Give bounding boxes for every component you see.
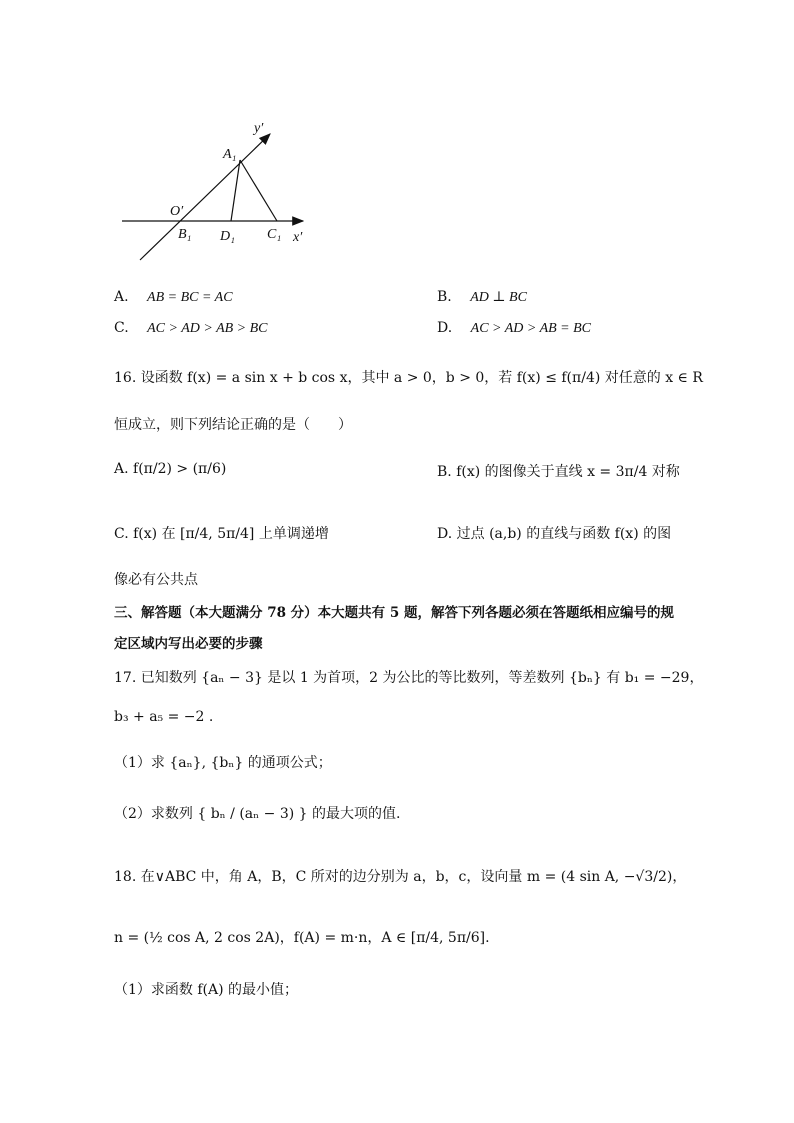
q16-stem-line2: 恒成立，则下列结论正确的是（ ） — [114, 417, 352, 433]
q17-stem-line2: b₃ + a₅ = −2 . — [114, 709, 214, 725]
q16-option-c[interactable]: C. f(x) 在 [π/4, 5π/4] 上单调递增 — [114, 526, 329, 542]
option-text: AC > AD > AB > BC — [147, 321, 268, 336]
q18-stem-line2: n = (½ cos A, 2 cos 2A)，f(A) = m·n，A ∈ [π/4, 5π/6]. — [114, 930, 490, 946]
q16-option-b[interactable]: B. f(x) 的图像关于直线 x = 3π/4 对称 — [437, 464, 680, 480]
q17-part2: （2）求数列 { bₙ / (aₙ − 3) } 的最大项的值. — [114, 806, 401, 822]
oblique-axes-figure — [110, 110, 330, 270]
section-3-heading-line2: 定区域内写出必要的步骤 — [114, 636, 263, 652]
q15-option-a[interactable] — [114, 289, 233, 306]
q16-option-d-cont: 像必有公共点 — [114, 572, 198, 588]
q15-option-d[interactable] — [437, 320, 591, 337]
option-text: AC > AD > AB = BC — [470, 321, 592, 336]
option-text: AB = BC = AC — [147, 290, 233, 305]
q15-option-c[interactable] — [114, 320, 268, 337]
q17-part1: （1）求 {aₙ}, {bₙ} 的通项公式； — [114, 755, 332, 771]
label-b1: B₁ — [178, 227, 192, 242]
option-letter: C. — [114, 320, 129, 336]
section-3-heading-line1: 三、解答题（本大题满分 78 分）本大题共有 5 题，解答下列各题必须在答题纸相应编号的规 — [114, 605, 674, 621]
q18-stem-line1: 18. 在∨ABC 中，角 A，B，C 所对的边分别为 a，b，c，设向量 m = (4 sin A, −√3/2)， — [114, 869, 687, 885]
segment-a1-c1 — [240, 160, 277, 221]
label-a1: A₁ — [223, 147, 237, 162]
q15-option-b[interactable] — [437, 289, 527, 306]
q17-stem-line1: 17. 已知数列 {aₙ − 3} 是以 1 为首项，2 为公比的等比数列，等差数列 {bₙ} 有 b₁ = −29， — [114, 670, 704, 686]
option-letter: B. — [437, 289, 452, 305]
q18-part1: （1）求函数 f(A) 的最小值； — [114, 982, 299, 998]
q16-stem-line1: 16. 设函数 f(x) = a sin x + b cos x，其中 a > 0，b > 0，若 f(x) ≤ f(π/4) 对任意的 x ∈ R — [114, 370, 703, 386]
option-text: AD ⊥ BC — [470, 290, 527, 305]
option-letter: D. — [437, 320, 453, 336]
y-axis — [140, 134, 270, 260]
label-c1: C₁ — [267, 227, 282, 242]
label-o: O′ — [170, 204, 184, 219]
q16-option-d[interactable]: D. 过点 (a,b) 的直线与函数 f(x) 的图 — [437, 526, 672, 542]
label-x: x′ — [293, 230, 303, 245]
q16-option-a[interactable]: A. f(π/2) > (π/6) — [114, 461, 227, 477]
segment-a1-d1 — [231, 160, 240, 221]
label-d1: D₁ — [220, 229, 235, 244]
label-y: y′ — [254, 121, 264, 136]
option-letter: A. — [114, 289, 129, 305]
